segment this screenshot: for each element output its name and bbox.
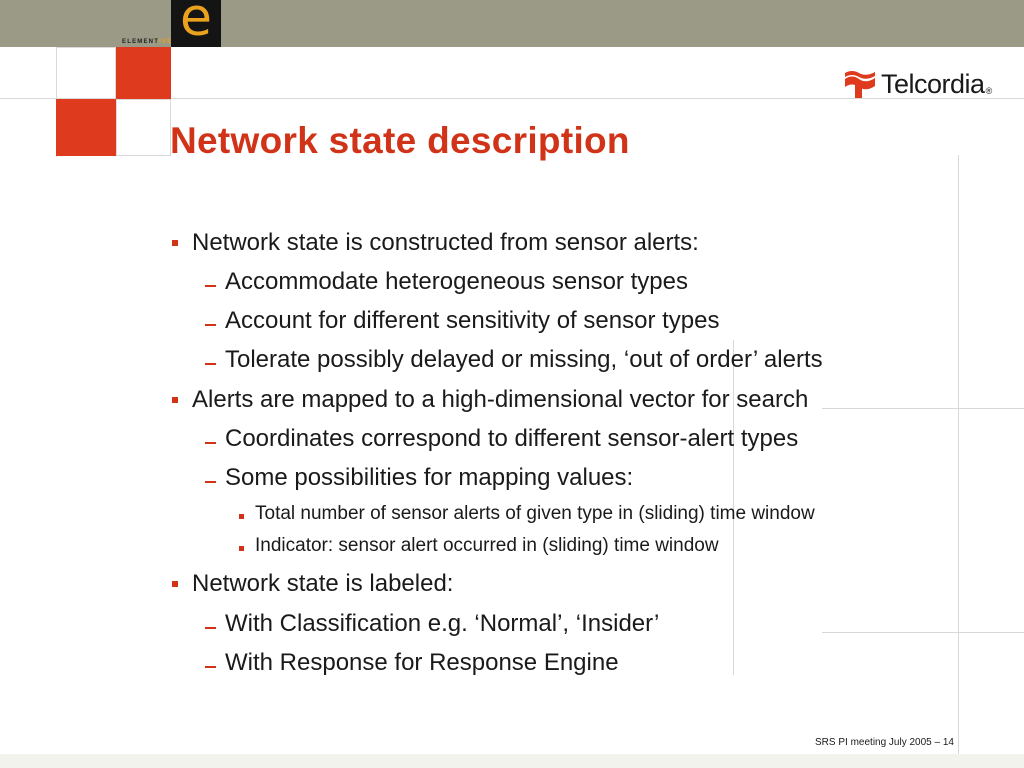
decor-square (56, 99, 116, 156)
decor-square (116, 47, 171, 99)
sub-bullet-item: Accommodate heterogeneous sensor types (225, 268, 688, 295)
sub-bullet-item: Tolerate possibly delayed or missing, ‘out of order’ alerts (225, 346, 823, 373)
sub-bullet-item: Some possibilities for mapping values: (225, 464, 634, 491)
bullet-square-icon (239, 546, 244, 551)
footer-text: SRS PI meeting July 2005 – 14 (815, 737, 954, 748)
elementive-wordmark (122, 39, 172, 45)
bullet-item: Network state is labeled: (192, 570, 454, 597)
dash-icon (205, 666, 216, 668)
sub-sub-bullet-item: Total number of sensor alerts of given type in (sliding) time window (255, 503, 815, 524)
elementive-wordmark-accent: IVE (159, 39, 173, 45)
decor-square (56, 47, 116, 99)
dash-icon (205, 442, 216, 444)
dash-icon (205, 363, 216, 365)
elementive-logo-letter: e (180, 0, 212, 48)
bullet-item: Alerts are mapped to a high-dimensional vector for search (192, 386, 809, 413)
divider-line (822, 632, 1024, 633)
divider-line (822, 408, 1024, 409)
elementive-wordmark-main: ELEMENT (122, 39, 160, 45)
bullet-item: Network state is constructed from sensor alerts: (192, 229, 699, 256)
telcordia-wordmark: Telcordia (881, 68, 985, 99)
dash-icon (205, 481, 216, 483)
bullet-square-icon (239, 514, 244, 519)
bullet-square-icon (172, 397, 178, 403)
decor-square (116, 99, 171, 156)
dash-icon (205, 285, 216, 287)
divider-line (958, 155, 959, 755)
sub-bullet-item: With Response for Response Engine (225, 649, 619, 676)
sub-bullet-item: Account for different sensitivity of sensor types (225, 307, 720, 334)
sub-bullet-item: With Classification e.g. ‘Normal’, ‘Insider’ (225, 610, 660, 637)
bullet-square-icon (172, 240, 178, 246)
telcordia-flag-icon (843, 69, 877, 99)
sub-sub-bullet-item: Indicator: sensor alert occurred in (sliding) time window (255, 535, 719, 556)
dash-icon (205, 324, 216, 326)
slide-title: Network state description (170, 120, 630, 161)
bullet-square-icon (172, 581, 178, 587)
registered-mark: ® (985, 86, 993, 96)
footer-band (0, 754, 1024, 768)
sub-bullet-item: Coordinates correspond to different sensor-alert types (225, 425, 799, 452)
telcordia-logo (843, 68, 992, 100)
dash-icon (205, 627, 216, 629)
